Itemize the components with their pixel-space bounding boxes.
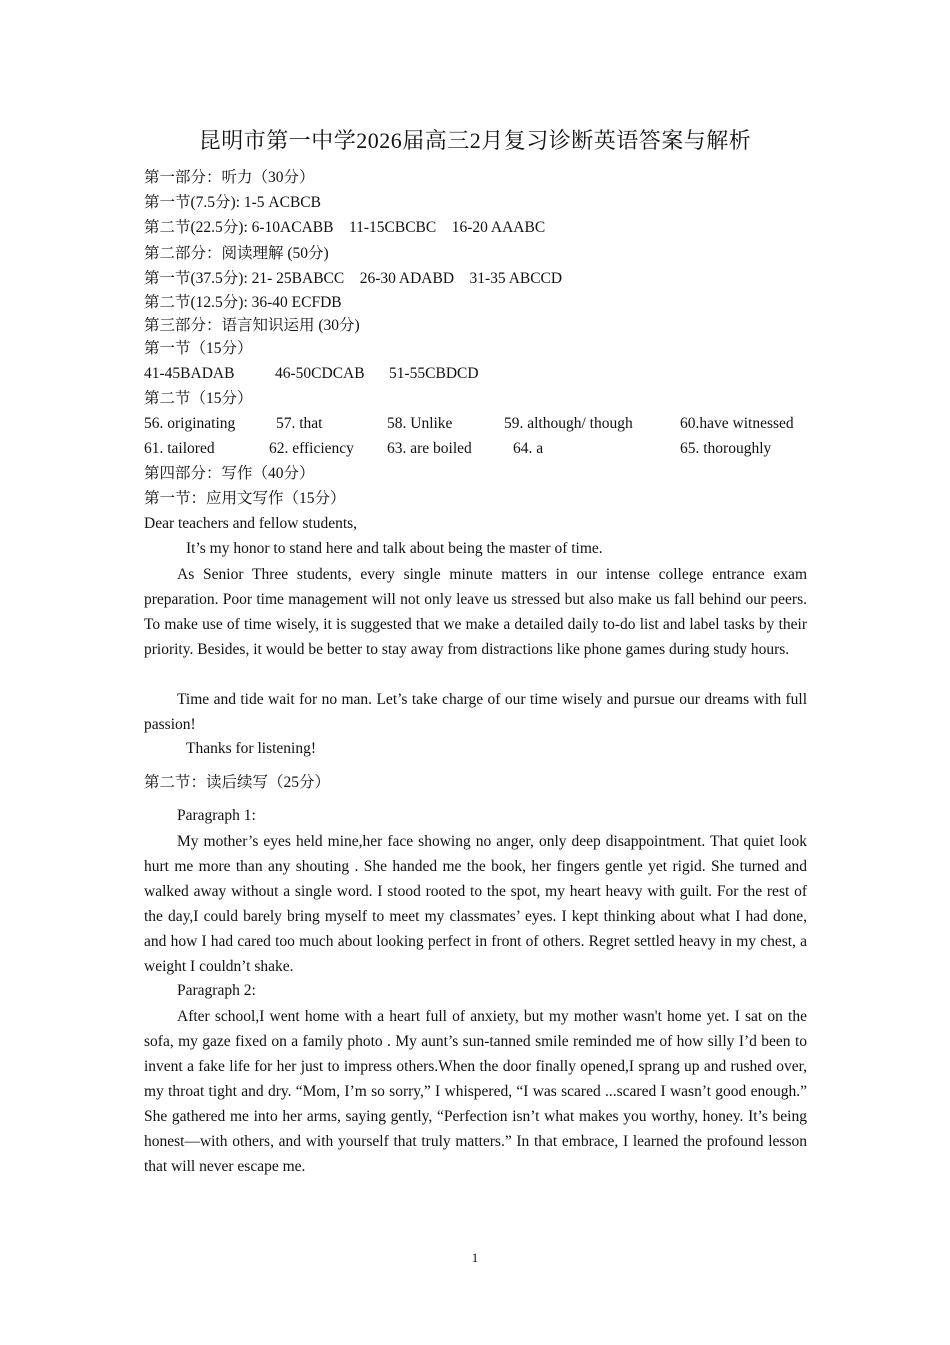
part1-heading: 第一部分：听力（30分） [144, 169, 315, 186]
part4-heading: 第四部分：写作（40分） [144, 465, 315, 482]
part3-heading: 第三部分：语言知识运用 (30分) [144, 317, 360, 334]
part4-section1-heading: 第一节：应用文写作（15分） [144, 490, 346, 507]
part4-section2-heading: 第二节：读后续写（25分） [144, 774, 331, 791]
answer-cell: 61. tailored [144, 440, 215, 457]
page-title: 昆明市第一中学2026届高三2月复习诊断英语答案与解析 [198, 128, 752, 153]
part3-section2-heading: 第二节（15分） [144, 390, 253, 407]
answer-cell: 62. efficiency [269, 440, 354, 457]
part2-section2: 第二节(12.5分): 36-40 ECFDB [144, 294, 342, 311]
answer-group: 46-50CDCAB [275, 365, 365, 382]
letter-closing: Thanks for listening! [186, 740, 317, 757]
answer-group: 51-55CBDCD [389, 365, 479, 382]
part3-section1-heading: 第一节（15分） [144, 340, 253, 357]
answer-cell: 59. although/ though [504, 415, 633, 432]
paragraph1-label: Paragraph 1: [177, 807, 256, 824]
part1-section2: 第二节(22.5分): 6-10ACABB 11-15CBCBC 16-20 AAABC [144, 219, 546, 236]
continuation-paragraph-2: After school,I went home with a heart full of anxiety, but my mother wasn't home yet. I sat on the sofa, my gaze fixed on a family photo . My aunt’s sun-tanned smile reminded me of how silly I’d been to invent a fake life for her just to impress others.When the door finally opened,I sprang up and rushed over, my throat tight and dry. “Mom, I’m so sorry,” I whispered, “I was scared ...scared I wasn’t good enough.” She gathered me into her arms, saying gently, “Perfection isn’t what makes you worthy, honey. It’s being honest—with others, and with yourself that truly matters.” In that embrace, I learned the profound lesson that will never escape me. [144, 1008, 807, 1175]
continuation-paragraph-1: My mother’s eyes held mine,her face showing no anger, only deep disappointment. That quiet look hurt me more than any shouting . She handed me the book, her fingers gentle yet rigid. She turned and walked away without a single word. I stood rooted to the spot, my heart heavy with guilt. For the rest of the day,I could barely bring myself to meet my classmates’ eyes. I kept thinking about what I had done, and how I had cared too much about looking perfect in front of others. Regret settled heavy in my chest, a weight I couldn’t shake. [144, 833, 807, 975]
answer-cell: 58. Unlike [387, 415, 453, 432]
answer-cell: 63. are boiled [387, 440, 472, 457]
part1-section1: 第一节(7.5分): 1-5 ACBCB [144, 194, 321, 211]
answer-cell: 57. that [276, 415, 323, 432]
answer-cell: 65. thoroughly [680, 440, 772, 457]
answer-group: 41-45BADAB [144, 365, 235, 382]
answer-cell: 56. originating [144, 415, 236, 432]
answer-cell: 60.have witnessed [680, 415, 794, 432]
letter-greeting: Dear teachers and fellow students, [144, 515, 358, 532]
page-number: 1 [471, 1250, 479, 1265]
part2-heading: 第二部分：阅读理解 (50分) [144, 245, 329, 262]
paragraph2-label: Paragraph 2: [177, 982, 256, 999]
answer-cell: 64. a [513, 440, 544, 457]
letter-paragraph: Time and tide wait for no man. Let’s take charge of our time wisely and pursue our dreams with full passion! [144, 691, 807, 733]
letter-paragraph: As Senior Three students, every single minute matters in our intense college entrance exam preparation. Poor time management will not only leave us stressed but also make us fall behind our peers. To make use of time wisely, it is suggested that we make a detailed daily to-do list and label tasks by their priority. Besides, it would be better to stay away from distractions like phone games during study hours. [144, 566, 807, 658]
part2-section1: 第一节(37.5分): 21- 25BABCC 26-30 ADABD 31-35 ABCCD [144, 270, 563, 287]
letter-paragraph: It’s my honor to stand here and talk about being the master of time. [186, 540, 603, 557]
